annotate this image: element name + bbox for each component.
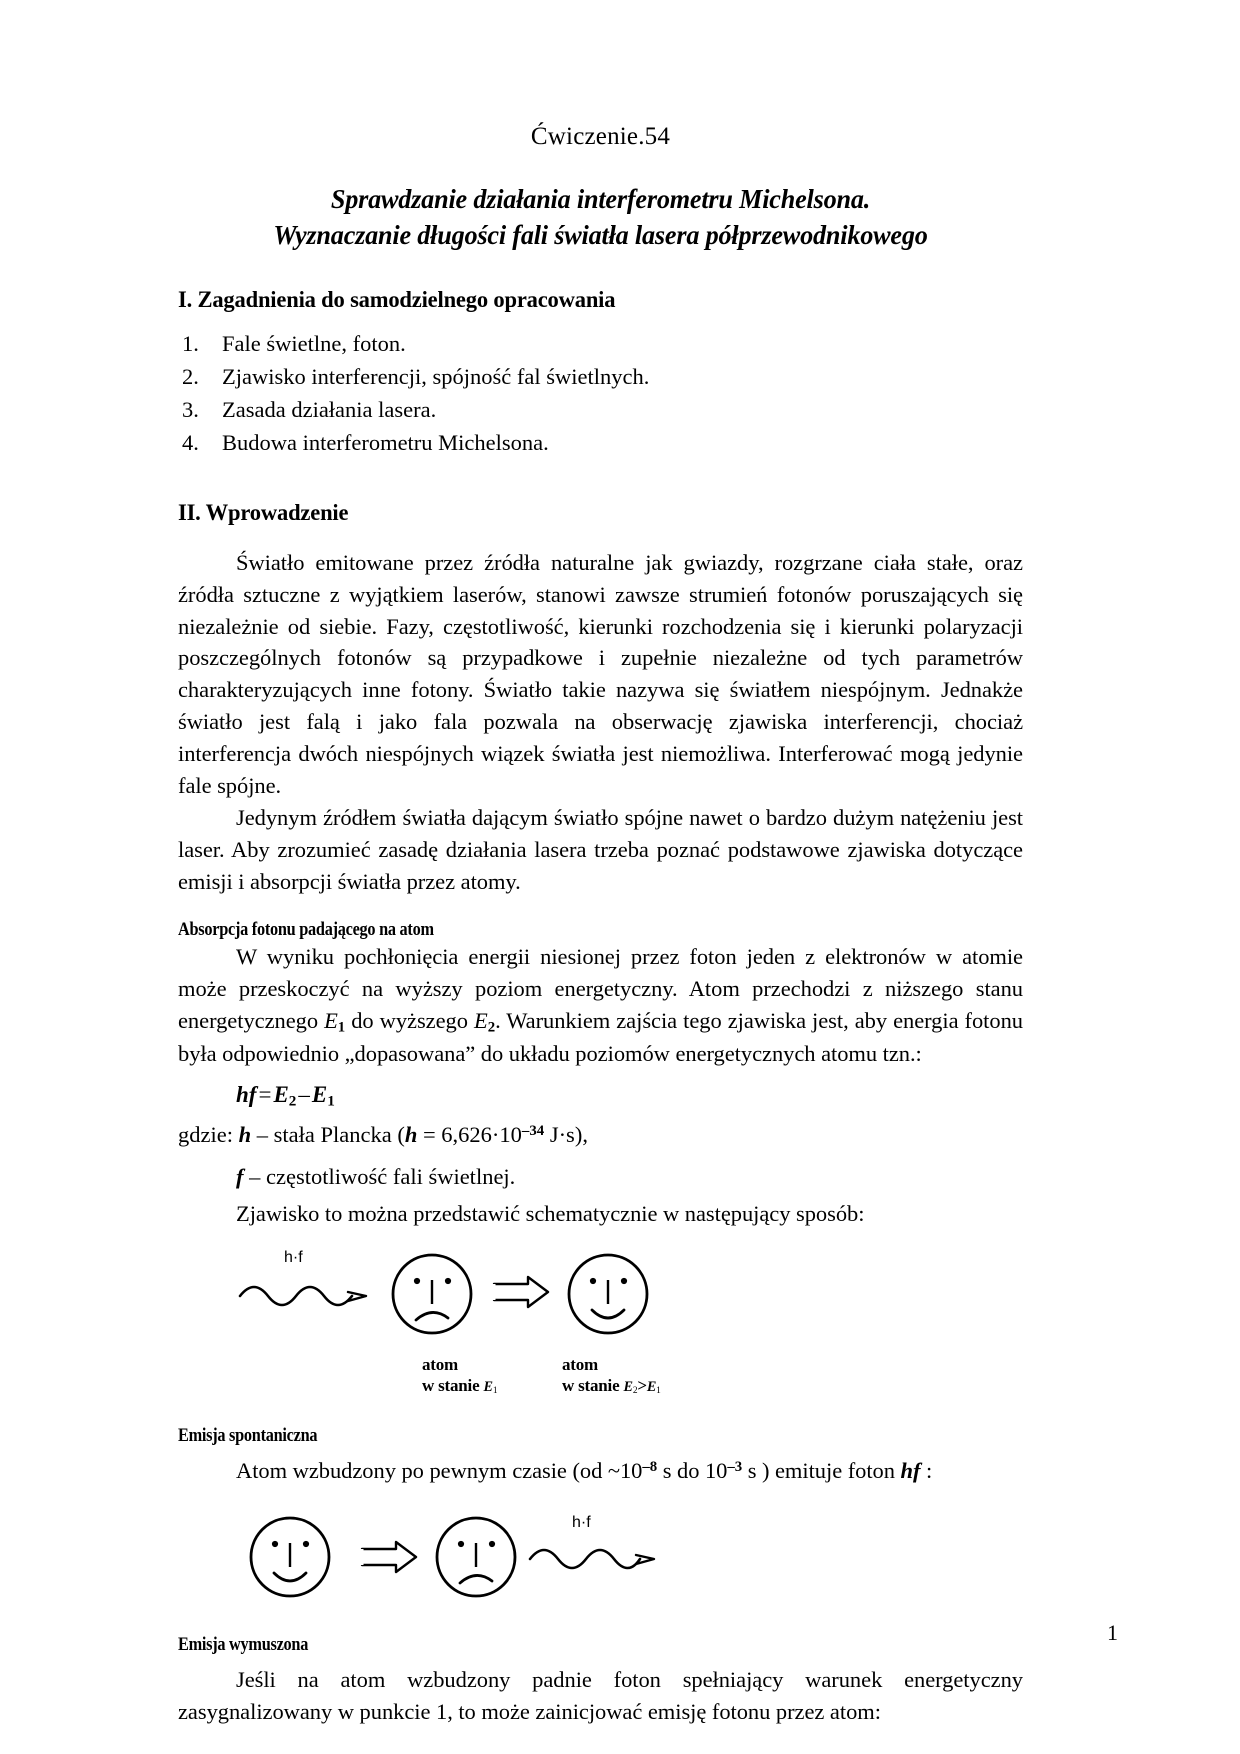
planck-unit: J·s — [544, 1122, 575, 1148]
schema-intro: Zjawisko to można przedstawić schematycznie w następujący sposób: — [236, 1200, 865, 1226]
caption-left-energy-sub: 1 — [492, 1386, 498, 1397]
formula-f: f — [248, 1082, 257, 1108]
section-heading-two: II. Wprowadzenie — [178, 499, 349, 526]
photon-wave-icon — [530, 1550, 640, 1568]
energy-symbol-e1-sub: 1 — [337, 1019, 346, 1036]
list-item-label: Fale świetlne, foton. — [222, 331, 406, 357]
page-title — [191, 182, 1011, 253]
list-item-label: Budowa interferometru Michelsona. — [222, 429, 549, 455]
absorption-text-part-3: . Warunkiem zajścia tego zjawiska jest, aby energia fotonu była odpowiednio „dopasowana” do układu poziomów energetycznych atomu tzn.: — [178, 1007, 1023, 1067]
caption-atom-left — [422, 1354, 562, 1398]
figure-spontaneous-svg — [236, 1505, 696, 1609]
where-frequency-line — [178, 1160, 1023, 1194]
caption-right-prefix: w stanie — [562, 1376, 624, 1396]
topics-list — [178, 328, 1023, 459]
frequency-desc: – częstotliwość fali świetlnej. — [243, 1164, 516, 1190]
list-item-number: 4. — [182, 429, 199, 455]
spontaneous-part-1: Atom wzbudzony po pewnym czasie (od ~10 — [236, 1457, 643, 1483]
page-content — [178, 122, 1023, 1728]
planck-value: 6,626·10 — [441, 1122, 522, 1148]
figure-absorption-captions — [236, 1354, 1023, 1398]
caption-atom-right-line2 — [562, 1375, 661, 1398]
energy-symbol-e2-sub: 2 — [487, 1019, 496, 1036]
list-item — [178, 394, 1023, 427]
absorption-paragraph — [178, 941, 1023, 1070]
title-line-1: Sprawdzanie działania interferometru Michelsona. — [330, 184, 871, 214]
spontaneous-part-4: : — [920, 1457, 933, 1483]
list-item — [178, 427, 1023, 460]
caption-right-energy-1-letter: E — [646, 1379, 657, 1396]
figure-spontaneous — [178, 1505, 1023, 1609]
formula-absorption — [178, 1082, 1023, 1110]
formula-e2-sub: 2 — [288, 1092, 297, 1110]
where-planck-line — [178, 1118, 1023, 1152]
list-item — [178, 361, 1023, 394]
energy-symbol-e2 — [473, 1007, 496, 1036]
energy-symbol-e2-letter: E — [473, 1007, 488, 1033]
formula-e2 — [273, 1082, 297, 1110]
list-item — [178, 328, 1023, 361]
absorption-text-part-2: do wyższego — [345, 1007, 474, 1033]
photon-label-hf: h·f — [284, 1248, 303, 1266]
formula-h: h — [236, 1082, 249, 1108]
atom-happy-face-icon — [569, 1255, 647, 1333]
caption-right-energy-2-letter: E — [623, 1379, 633, 1396]
caption-right-energy-1 — [647, 1379, 661, 1395]
caption-right-energy-2 — [623, 1379, 637, 1395]
caption-left-energy-letter: E — [483, 1379, 493, 1396]
photon-energy-symbol: hf — [900, 1457, 921, 1483]
caption-right-energy-2-sub: 2 — [632, 1386, 638, 1397]
photon-wave-icon — [240, 1287, 352, 1305]
planck-equals: = — [417, 1122, 442, 1148]
formula-e1 — [311, 1082, 335, 1110]
atom-sad-face-icon — [437, 1518, 515, 1596]
spontaneous-part-3: s ) emituje foton — [742, 1457, 901, 1483]
figure-absorption-svg — [236, 1244, 696, 1352]
figure-absorption — [178, 1244, 1023, 1398]
implies-arrow-icon — [362, 1542, 416, 1572]
title-line-2: Wyznaczanie długości fali światła lasera półprzewodnikowego — [273, 219, 928, 250]
photon-label-hf: h·f — [572, 1513, 591, 1531]
planck-close: ), — [574, 1122, 588, 1148]
where-prefix: gdzie: — [178, 1122, 239, 1148]
intro-paragraph-2: Jedynym źródłem światła dającym światło spójne nawet o bardzo dużym natężeniu jest laser. Aby zrozumieć zasadę działania lasera trzeba poznać podstawowe zjawiska dotyczące emisji i absorpcji światła przez atomy. — [178, 805, 1023, 894]
caption-right-energy-1-sub: 1 — [656, 1386, 661, 1397]
list-item-number: 3. — [182, 396, 199, 422]
exercise-number: Ćwiczenie.54 — [530, 123, 671, 150]
implies-arrow-icon — [494, 1277, 548, 1307]
caption-atom-right-line1: atom — [562, 1354, 599, 1374]
subheading-stimulated: Emisja wymuszona — [178, 1634, 309, 1655]
list-item-number: 1. — [182, 331, 199, 357]
planck-symbol-2: h — [404, 1122, 418, 1148]
intro-paragraph-1: Światło emitowane przez źródła naturalne jak gwiazdy, rozgrzane ciała stałe, oraz źródła sztuczne z wyjątkiem laserów, stanowi zawsze strumień fotonów poruszających się niezależnie od siebie. Fazy, częstotliwość, kierunki rozchodzenia się i kierunki polaryzacji poszczególnych fotonów są przypadkowe i zupełnie niezależne od tych parametrów charakteryzujących inne fotony. Światło takie nazywa się światłem niespójnym. Jednakże światło jest falą i jako fala pozwala na obserwację zjawiska interferencji, chociaż interferencja dwóch niespójnych wiązek światła jest niemożliwa. Interferować mogą jedynie fale spójne. — [178, 549, 1023, 799]
subheading-absorption: Absorpcja fotonu padającego na atom — [178, 919, 434, 940]
planck-exponent: –34 — [521, 1123, 545, 1140]
planck-desc: – stała Plancka ( — [251, 1122, 405, 1148]
spontaneous-exp-2: –3 — [727, 1458, 743, 1475]
caption-left-energy — [483, 1379, 497, 1395]
energy-symbol-e1-letter: E — [324, 1007, 338, 1033]
formula-e2-letter: E — [273, 1082, 289, 1108]
atom-sad-face-icon — [393, 1255, 471, 1333]
caption-right-gt: > — [637, 1376, 647, 1396]
caption-atom-left-line1: atom — [422, 1354, 459, 1374]
energy-symbol-e1 — [324, 1007, 346, 1036]
atom-happy-face-icon — [251, 1518, 329, 1596]
spontaneous-exp-1: –8 — [642, 1458, 658, 1475]
list-item-label: Zjawisko interferencji, spójność fal świetlnych. — [222, 364, 650, 390]
subheading-spontaneous: Emisja spontaniczna — [178, 1425, 318, 1446]
list-item-number: 2. — [182, 364, 199, 390]
frequency-symbol: f — [236, 1164, 244, 1190]
formula-minus: – — [298, 1082, 310, 1108]
caption-atom-left-line2 — [422, 1375, 562, 1398]
stimulated-paragraph: Jeśli na atom wzbudzony padnie foton spełniający warunek energetyczny zasygnalizowany w punkcie 1, to może zainicjować emisję fotonu przez atom: — [178, 1666, 1023, 1724]
formula-e1-letter: E — [311, 1082, 328, 1108]
spontaneous-part-2: s do 10 — [657, 1457, 728, 1483]
caption-atom-right — [562, 1354, 661, 1398]
planck-symbol: h — [238, 1122, 252, 1148]
section-heading-one: I. Zagadnienia do samodzielnego opracowania — [178, 287, 616, 314]
absorption-text-part-1: W wyniku pochłonięcia energii niesionej przez foton jeden z elektronów w atomie może przeskoczyć na wyższy poziom energetyczny. Atom przechodzi z niższego stanu energetycznego — [178, 943, 1023, 1033]
caption-left-prefix: w stanie — [422, 1376, 484, 1396]
page-number: 1 — [1107, 1620, 1118, 1645]
spontaneous-paragraph — [178, 1455, 1023, 1487]
formula-equals: = — [258, 1082, 272, 1108]
formula-e1-sub: 1 — [327, 1092, 335, 1110]
list-item-label: Zasada działania lasera. — [222, 396, 437, 422]
